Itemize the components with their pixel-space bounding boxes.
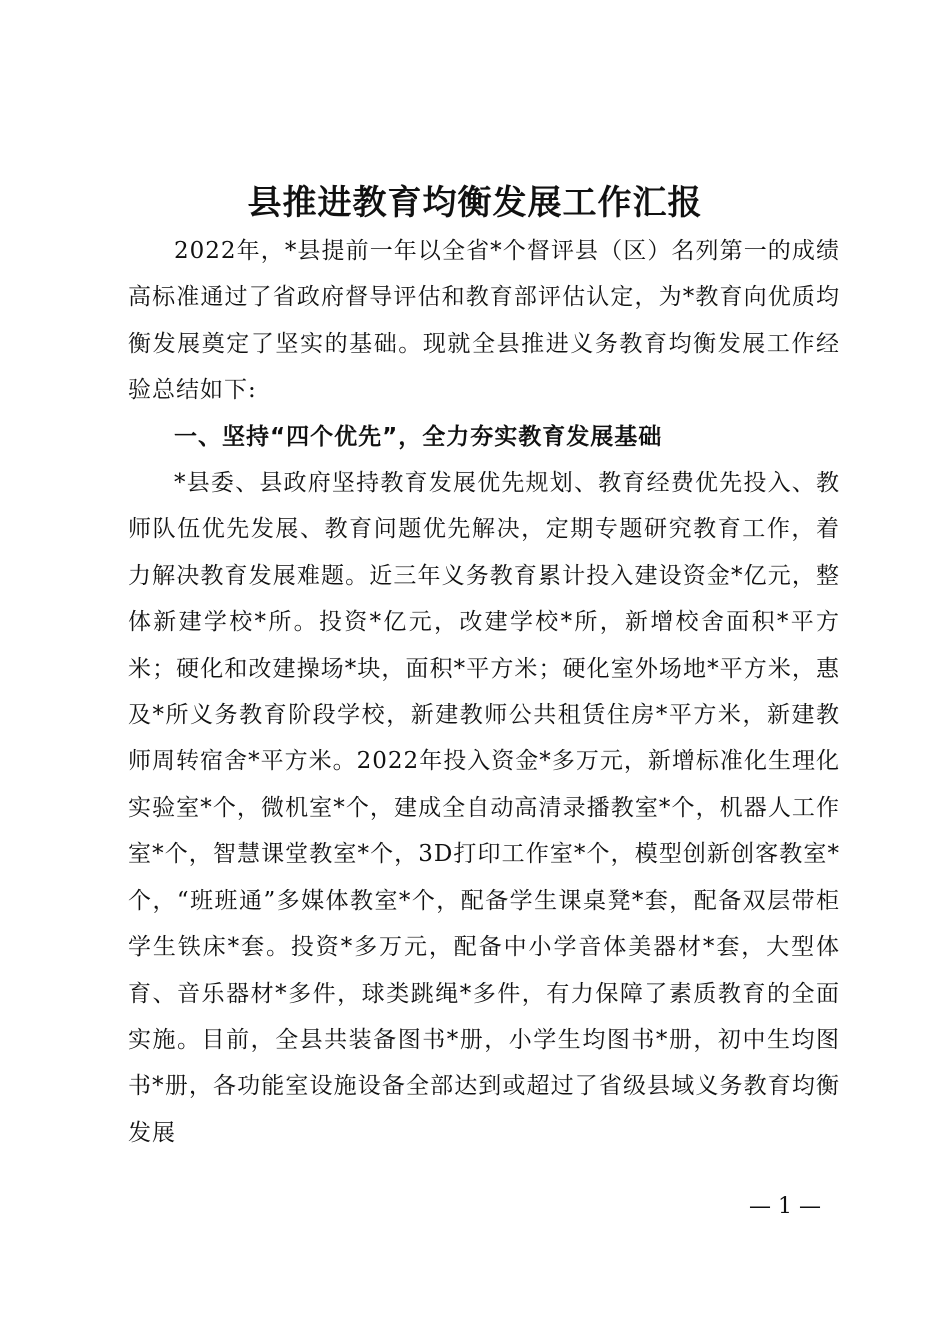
page-number: — 1 —: [749, 1194, 821, 1219]
section-paragraph: *县委、县政府坚持教育发展优先规划、教育经费优先投入、教师队伍优先发展、教育问题优先解决，定期专题研究教育工作，着力解决教育发展难题。近三年义务教育累计投入建设资金*亿元，整体新建学校*所。投资*亿元，改建学校*所，新增校舍面积*平方米；硬化和改建操场*块，面积*平方米；硬化室外场地*平方米，惠及*所义务教育阶段学校，新建教师公共租赁住房*平方米，新建教师周转宿舍*平方米。2022年投入资金*多万元，新增标准化生理化实验室*个，微机室*个，建成全自动高清录播教室*个，机器人工作室*个，智慧课堂教室*个，3D打印工作室*个，模型创新创客教室*个，“班班通”多媒体教室*个，配备学生课桌凳*套，配备双层带柜学生铁床*套。投资*多万元，配备中小学音体美器材*套，大型体育、音乐器材*多件，球类跳绳*多件，有力保障了素质教育的全面实施。目前，全县共装备图书*册，小学生均图书*册，初中生均图书*册，各功能室设施设备全部达到或超过了省级县域义务教育均衡发展: [128, 470, 840, 1146]
document-title: 县推进教育均衡发展工作汇报: [247, 183, 703, 223]
section-heading: 一、坚持“四个优先”，全力夯实教育发展基础: [174, 423, 663, 450]
intro-paragraph: 2022年，*县提前一年以全省*个督评县（区）名列第一的成绩高标准通过了省政府督导评估和教育部评估认定，为*教育向优质均衡发展奠定了坚实的基础。现就全县推进义务教育均衡发展工作经验总结如下:: [128, 238, 840, 404]
document-body: [128, 228, 840, 1156]
